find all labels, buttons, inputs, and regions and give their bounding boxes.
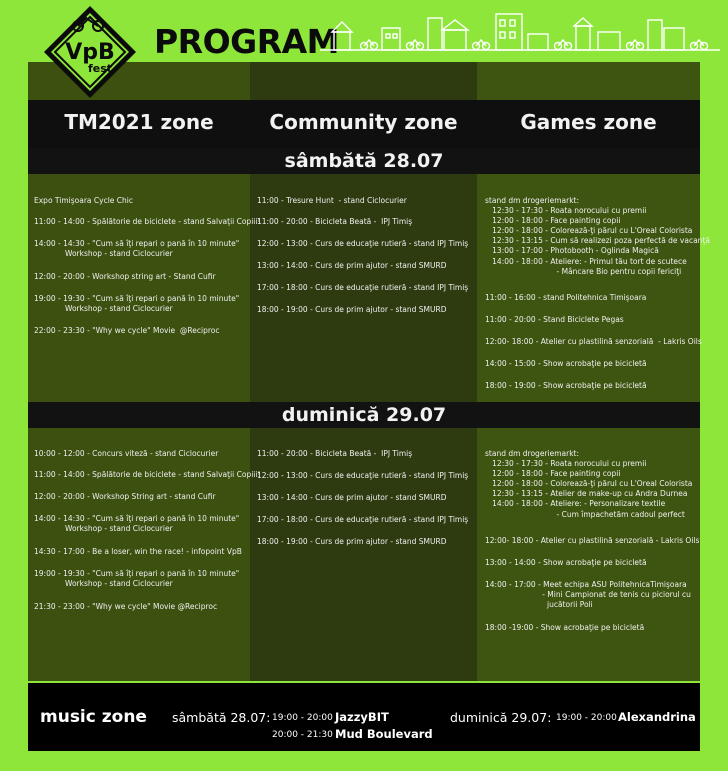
- list-item: 18:00 -19:00 - Show acrobaţie pe bicicletă: [485, 623, 645, 632]
- list-item: Workshop - stand Ciclocurier: [34, 249, 173, 258]
- list-item: 11:00 - 14:00 - Spălătorie de biciclete - stand Salvaţii Copiii!: [34, 217, 261, 226]
- zone-title-games: Games zone: [520, 110, 657, 134]
- list-item: 12:00 - 20:00 - Workshop String art - stand Cufir: [34, 492, 216, 501]
- program-panel: [28, 62, 710, 681]
- list-item: 14:00 - 18:00 - Ateliere: - Personalizare textile: [485, 499, 666, 508]
- list-item: 12:30 - 13:15 - Cum să realizezi poza perfectă de vacanţă: [485, 236, 710, 245]
- list-item: Expo Timişoara Cycle Chic: [34, 196, 133, 205]
- list-item: 18:00 - 19:00 - Curs de prim ajutor - stand SMURD: [257, 537, 447, 546]
- list-item: 14:00 - 17:00 - Meet echipa ASU PolitehnicaTimişoara: [485, 580, 687, 589]
- music-zone-bar: [28, 683, 700, 751]
- list-item: 11:00 - 20:00 - Stand Biciclete Pegas: [485, 315, 624, 324]
- day-title-saturday: sâmbătă 28.07: [284, 150, 444, 172]
- zone-title-community: Community zone: [269, 110, 458, 134]
- music-day-saturday: sâmbătă 28.07:: [172, 710, 271, 725]
- zone-title-tm2021: TM2021 zone: [64, 110, 214, 134]
- svg-text:fest: fest: [87, 62, 113, 75]
- list-item: 13:00 - 14:00 - Curs de prim ajutor - stand SMURD: [257, 261, 447, 270]
- list-item: 11:00 - 20:00 - Bicicleta Beată - IPJ Timiş: [257, 217, 413, 226]
- page-title: PROGRAM: [154, 22, 340, 61]
- list-item: 21:30 - 23:00 - "Why we cycle" Movie @Reciproc: [34, 602, 218, 611]
- list-item: 12:00- 18:00 - Atelier cu plastilină senzorială - Lakris Oils: [485, 337, 702, 346]
- music-band: Mud Boulevard: [335, 727, 433, 741]
- list-item: 22:00 - 23:30 - "Why we cycle" Movie @Reciproc: [34, 326, 220, 335]
- music-time: 20:00 - 21:30 -: [272, 730, 339, 740]
- music-time: 19:00 - 20:00 -: [556, 713, 623, 723]
- list-item: 12:30 - 17:30 - Roata norocului cu premii: [485, 206, 647, 215]
- music-band: JazzyBIT: [335, 710, 389, 724]
- list-item: - Mâncare Bio pentru copii fericiţi: [485, 267, 682, 276]
- list-item: stand dm drogeriemarkt:: [485, 196, 580, 205]
- list-item: 13:00 - 17:00 - Photobooth - Oglinda Magică: [485, 246, 659, 255]
- list-item: 12:00 - 18:00 - Colorează-ţi părul cu L'Oreal Colorista: [485, 479, 693, 488]
- list-item: 17:00 - 18:00 - Curs de educaţie rutieră - stand IPJ Timiş: [257, 515, 469, 524]
- music-time: 19:00 - 20:00 -: [272, 713, 339, 723]
- list-item: 12:30 - 13:15 - Atelier de make-up cu Andra Durnea: [485, 489, 688, 498]
- vpb-fest-logo-icon: [40, 4, 140, 104]
- list-item: Workshop - stand Ciclocurier: [34, 579, 173, 588]
- list-item: 12:00- 18:00 - Atelier cu plastilină senzorială - Lakris Oils: [485, 536, 700, 545]
- list-item: 12:00 - 18:00 - Colorează-ţi părul cu L'Oreal Colorista: [485, 226, 693, 235]
- list-item: 12:00 - 18:00 - Face painting copii: [485, 469, 621, 478]
- list-item: 18:00 - 19:00 - Curs de prim ajutor - stand SMURD: [257, 305, 447, 314]
- list-item: 12:30 - 17:30 - Roata norocului cu premii: [485, 459, 647, 468]
- list-item: 11:00 - Tresure Hunt - stand Ciclocurier: [257, 196, 407, 205]
- list-item: 14:00 - 14:30 - "Cum să îţi repari o pană în 10 minute": [34, 514, 240, 523]
- list-item: 13:00 - 14:00 - Show acrobaţie pe bicicletă: [485, 558, 647, 567]
- list-item: 13:00 - 14:00 - Curs de prim ajutor - stand SMURD: [257, 493, 447, 502]
- music-day-sunday: duminică 29.07:: [450, 710, 552, 725]
- svg-text:VpB: VpB: [65, 40, 115, 65]
- list-item: 19:00 - 19:30 - "Cum să îţi repari o pană în 10 minute": [34, 294, 240, 303]
- list-item: 14:00 - 18:00 - Ateliere: - Primul tău tort de scutece: [485, 257, 687, 266]
- list-item: 12:00 - 20:00 - Workshop string art - Stand Cufir: [34, 272, 216, 281]
- list-item: 19:00 - 19:30 - "Cum să îţi repari o pană în 10 minute": [34, 569, 240, 578]
- list-item: 14:30 - 17:00 - Be a loser, win the race! - infopoint VpB: [34, 547, 242, 556]
- list-item: 10:00 - 12:00 - Concurs viteză - stand Ciclocurier: [34, 449, 219, 458]
- day-title-sunday: duminică 29.07: [281, 404, 447, 426]
- list-item: 14:00 - 15:00 - Show acrobaţie pe bicicletă: [485, 359, 647, 368]
- list-item: jucătorii Poli: [485, 600, 593, 609]
- music-zone-title: music zone: [40, 707, 147, 727]
- list-item: 11:00 - 16:00 - stand Politehnica Timişoara: [485, 293, 647, 302]
- list-item: stand dm drogeriemarkt:: [485, 449, 580, 458]
- list-item: 11:00 - 14:00 - Spălătorie de biciclete - stand Salvaţii Copiii!: [34, 470, 261, 479]
- list-item: Workshop - stand Ciclocurier: [34, 524, 173, 533]
- list-item: 18:00 - 19:00 - Show acrobaţie pe bicicletă: [485, 381, 647, 390]
- header: [0, 0, 728, 75]
- list-item: 12:00 - 18:00 - Face painting copii: [485, 216, 621, 225]
- list-item: 17:00 - 18:00 - Curs de educaţie rutieră - stand IPJ Timiş: [257, 283, 469, 292]
- list-item: Workshop - stand Ciclocurier: [34, 304, 173, 313]
- list-item: 12:00 - 13:00 - Curs de educaţie rutieră - stand IPJ Timiş: [257, 239, 469, 248]
- list-item: 14:00 - 14:30 - "Cum să îţi repari o pană în 10 minute": [34, 239, 240, 248]
- list-item: 12:00 - 13:00 - Curs de educaţie rutieră - stand IPJ Timiş: [257, 471, 469, 480]
- list-item: - Mini Campionat de tenis cu piciorul cu: [485, 590, 691, 599]
- list-item: - Cum împachetăm cadoul perfect: [485, 510, 685, 519]
- city-skyline-icon: [320, 10, 720, 54]
- list-item: 11:00 - 20:00 - Bicicleta Beată - IPJ Timiş: [257, 449, 413, 458]
- music-band: Alexandrina: [618, 710, 696, 724]
